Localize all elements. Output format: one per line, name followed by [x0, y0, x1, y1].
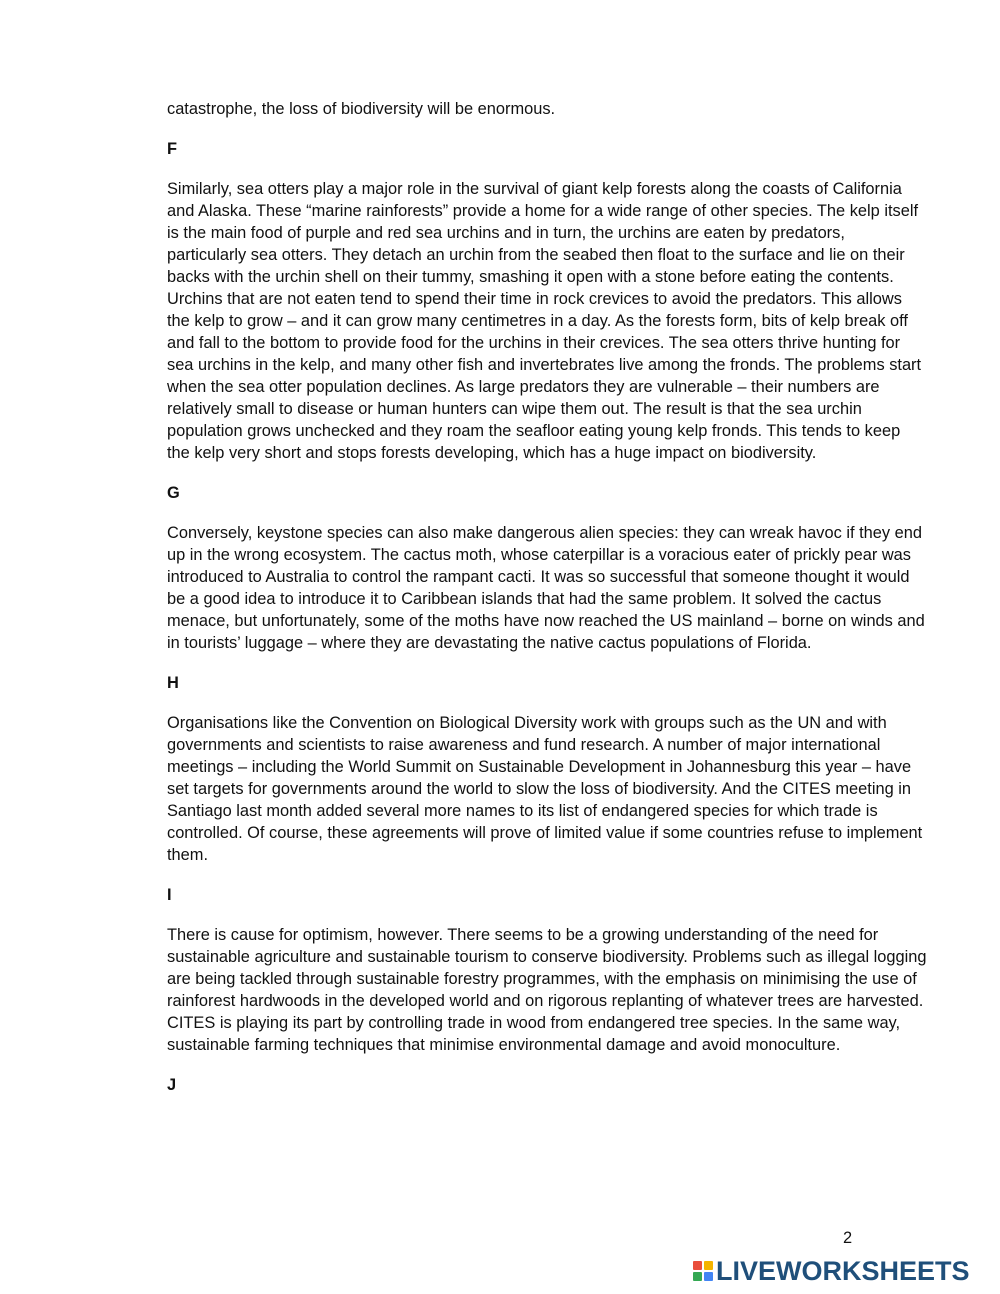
liveworksheets-logo: [693, 1256, 970, 1286]
section-heading-g: G: [167, 484, 180, 502]
paragraph-h: Organisations like the Convention on Biological Diversity work with groups such as the UN and with governments and scientists to raise awareness and fund research. A number of major international meetings – including the World Summit on Sustainable Development in Johannesburg this year – have set targets for governments around the world to slow the loss of biodiversity. And the CITES meeting in Santiago last month added several more names to its list of endangered species for which trade is controlled. Of course, these agreements will prove of limited value if some countries refuse to implement them.: [167, 714, 923, 864]
section-heading-j: J: [167, 1076, 177, 1094]
logo-mark-icon: [693, 1261, 713, 1281]
section-heading-f: F: [167, 140, 178, 158]
logo-mark-square-2: [704, 1261, 713, 1270]
page-number: 2: [843, 1229, 853, 1247]
logo-mark-square-1: [693, 1261, 702, 1270]
document-body: [167, 98, 927, 1114]
section-heading-i: I: [167, 886, 172, 904]
section-heading-h: H: [167, 674, 179, 692]
paragraph-g: Conversely, keystone species can also make dangerous alien species: they can wreak havoc if they end up in the wrong ecosystem. The cactus moth, whose caterpillar is a voracious eater of prickly pear was introduced to Australia to control the rampant cacti. It was so successful that someone thought it would be a good idea to introduce it to Caribbean islands that had the same problem. It solved the cactus menace, but unfortunately, some of the moths have now reached the US mainland – borne on winds and in tourists’ luggage – where they are devastating the native cactus populations of Florida.: [167, 524, 925, 652]
logo-mark-square-4: [704, 1272, 713, 1281]
logo-text: LIVEWORKSHEETS: [716, 1256, 970, 1286]
opening-paragraph: catastrophe, the loss of biodiversity will be enormous.: [167, 100, 556, 118]
paragraph-f: Similarly, sea otters play a major role in the survival of giant kelp forests along the coasts of California and Alaska. These “marine rainforests” provide a home for a wide range of other species. The kelp itself is the main food of purple and red sea urchins and in turn, the urchins are eaten by predators, particularly sea otters. They detach an urchin from the seabed then float to the surface and lie on their backs with the urchin shell on their tummy, smashing it open with a stone before eating the contents. Urchins that are not eaten tend to spend their time in rock crevices to avoid the predators. This allows the kelp to grow – and it can grow many centimetres in a day. As the forests form, bits of kelp break off and fall to the bottom to provide food for the urchins in their crevices. The sea otters thrive hunting for sea urchins in the kelp, and many other fish and invertebrates live among the fronds. The problems start when the sea otter population declines. As large predators they are vulnerable – their numbers are relatively small to disease or human hunters can wipe them out. The result is that the sea urchin population grows unchecked and they roam the seafloor eating young kelp fronds. This tends to keep the kelp very short and stops forests developing, which has a huge impact on biodiversity.: [167, 180, 922, 462]
logo-mark-square-3: [693, 1272, 702, 1281]
paragraph-i: There is cause for optimism, however. There seems to be a growing understanding of the need for sustainable agriculture and sustainable tourism to conserve biodiversity. Problems such as illegal logging are being tackled through sustainable forestry programmes, with the emphasis on minimising the use of rainforest hardwoods in the developed world and on rigorous replanting of whatever trees are harvested. CITES is playing its part by controlling trade in wood from endangered tree species. In the same way, sustainable farming techniques that minimise environmental damage and avoid monoculture.: [167, 926, 927, 1054]
